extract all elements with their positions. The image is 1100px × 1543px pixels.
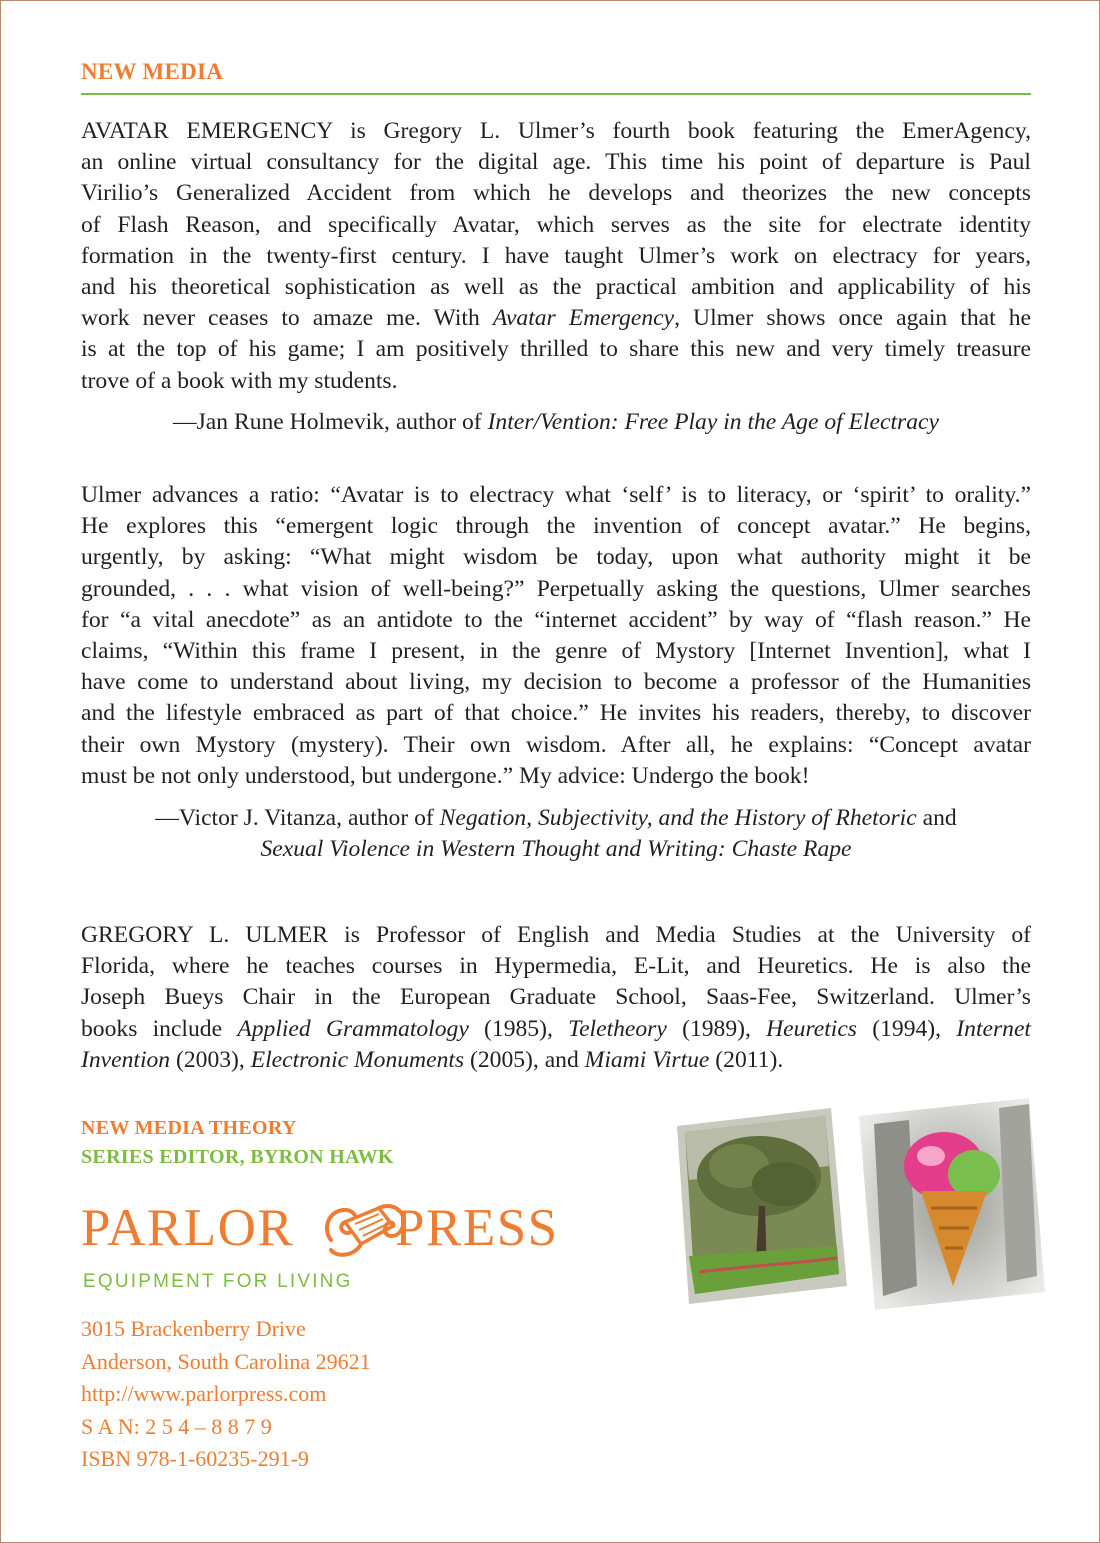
series-editor: SERIES EDITOR, BYRON HAWK xyxy=(81,1146,394,1168)
blurb-line: formation in the twenty-first century. I have taught Ulmer’s work on electracy for years, xyxy=(81,242,1031,269)
blurb-line: Ulmer advances a ratio: “Avatar is to electracy what ‘self’ is to literacy, or ‘spirit’ to orality.” xyxy=(81,482,1031,508)
attribution-text: and xyxy=(916,805,957,831)
book-title: Applied Grammatology xyxy=(237,1015,469,1042)
blurb-holmevik xyxy=(81,116,1031,397)
blurb-line: claims, “Within this frame I present, in the genre of Mystory [Internet Invention], what I xyxy=(81,638,1031,665)
bio-line: Florida, where he teaches courses in Hypermedia, E-Lit, and Heuretics. He is also the xyxy=(81,953,1031,980)
cover-photos xyxy=(669,1096,1049,1316)
blurb-line: their own Mystory (mystery). Their own wisdom. After all, he explains: “Concept avatar xyxy=(81,731,1031,758)
book-title: Internet xyxy=(956,1015,1031,1042)
author-bio xyxy=(81,920,1031,1076)
book-title: Negation, Subjectivity, and the History of Rhetoric xyxy=(439,805,917,831)
bio-line: GREGORY L. ULMER is Professor of English and Media Studies at the University of xyxy=(81,922,1031,948)
book-title: Invention xyxy=(81,1046,171,1073)
bio-text: (1994), xyxy=(857,1015,957,1042)
bio-line xyxy=(81,1045,1031,1076)
bio-text: (2005), and xyxy=(464,1046,585,1073)
olive-tree-photo xyxy=(677,1108,847,1304)
book-title: Teletheory xyxy=(568,1015,667,1042)
blurb-vitanza xyxy=(81,480,1031,792)
logo-word-right: PRESS xyxy=(395,1199,559,1257)
publisher-logo xyxy=(81,1196,581,1296)
blurb-line: and the lifestyle embraced as part of that choice.” He invites his readers, thereby, to discover xyxy=(81,700,1031,727)
attribution-vitanza xyxy=(81,803,1031,865)
book-title: Avatar Emergency xyxy=(492,305,675,332)
blurb-line: of Flash Reason, and specifically Avatar, which serves as the site for electrate identity xyxy=(81,211,1031,238)
blurb-line xyxy=(81,303,1031,334)
series-name: NEW MEDIA THEORY xyxy=(81,1117,297,1139)
blurb-line: have come to understand about living, my decision to become a professor of the Humanities xyxy=(81,669,1031,696)
bio-text: (2011). xyxy=(709,1046,784,1073)
book-title: Miami Virtue xyxy=(584,1046,710,1073)
blurb-text: , Ulmer shows once again that he xyxy=(674,305,1031,332)
blurb-line: urgently, by asking: “What might wisdom be today, upon what authority might it be xyxy=(81,544,1031,571)
blurb-line: and his theoretical sophistication as well as the practical ambition and applicability of his xyxy=(81,274,1031,301)
bio-line xyxy=(81,1014,1031,1045)
bio-text: (2003), xyxy=(170,1046,251,1073)
bio-text: (1989), xyxy=(666,1015,767,1042)
blurb-line: trove of a book with my students. xyxy=(81,367,398,394)
bio-text: (1985), xyxy=(468,1015,569,1042)
book-title: Sexual Violence in Western Thought and Writing: Chaste Rape xyxy=(260,836,852,863)
logo-tagline: EQUIPMENT FOR LIVING xyxy=(83,1271,353,1292)
blurb-line: is at the top of his game; I am positively thrilled to share this new and very timely treasure xyxy=(81,336,1031,363)
blurb-line: AVATAR EMERGENCY is Gregory L. Ulmer’s fourth book featuring the EmerAgency, xyxy=(81,118,1031,144)
bio-text: books include xyxy=(81,1015,238,1042)
logo-word-left: PARLOR xyxy=(81,1199,295,1257)
attribution-holmevik xyxy=(81,407,1031,438)
section-divider xyxy=(81,93,1031,95)
address-city: Anderson, South Carolina 29621 xyxy=(81,1348,371,1374)
ice-cream-sculpture-photo xyxy=(859,1098,1045,1310)
attribution-author: —Victor J. Vitanza, author of xyxy=(155,805,440,831)
blurb-line: for “a vital anecdote” as an antidote to the “internet accident” by way of “flash reason.” He xyxy=(81,606,1031,633)
book-title: Heuretics xyxy=(766,1015,857,1042)
blurb-line: grounded, . . . what vision of well-being?” Perpetually asking the questions, Ulmer searches xyxy=(81,575,1031,602)
blurb-line: an online virtual consultancy for the digital age. This time his point of departure is Paul xyxy=(81,149,1031,176)
publisher-san: S A N: 2 5 4 – 8 8 7 9 xyxy=(81,1413,272,1439)
bio-line: Joseph Bueys Chair in the European Graduate School, Saas-Fee, Switzerland. Ulmer’s xyxy=(81,984,1031,1011)
book-title: Inter/Vention: Free Play in the Age of Electracy xyxy=(487,409,939,435)
attribution-author: —Jan Rune Holmevik, author of xyxy=(173,409,488,435)
blurb-line: He explores this “emergent logic through the invention of concept avatar.” He begins, xyxy=(81,513,1031,540)
publisher-url[interactable]: http://www.parlorpress.com xyxy=(81,1381,327,1406)
address-street: 3015 Brackenberry Drive xyxy=(81,1316,306,1341)
book-title: Electronic Monuments xyxy=(250,1046,465,1073)
section-label: NEW MEDIA xyxy=(81,59,224,84)
blurb-text: work never ceases to amaze me. With xyxy=(81,305,493,332)
publisher-address xyxy=(81,1313,371,1476)
blurb-line: must be not only understood, but undergone.” My advice: Undergo the book! xyxy=(81,762,810,789)
blurb-line: Virilio’s Generalized Accident from which he develops and theorizes the new concepts xyxy=(81,180,1031,207)
isbn: ISBN 978-1-60235-291-9 xyxy=(81,1446,309,1471)
